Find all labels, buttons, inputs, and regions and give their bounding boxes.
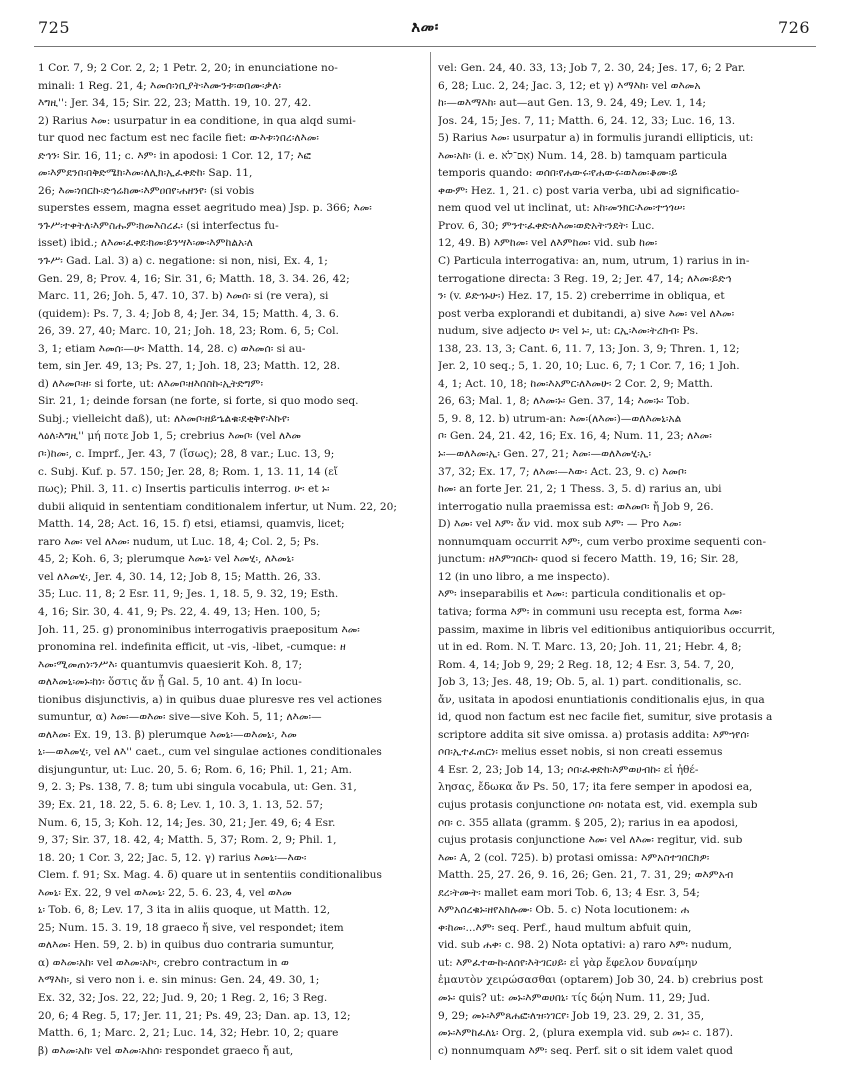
text-line: cujus protasis conjunctione ሶበ፡ notata est, vid. exempla sub xyxy=(438,798,758,811)
text-line: interrogatio nulla praemissa est: ወእመቦ፡ ἤ Job 9, 26. xyxy=(438,500,714,513)
text-line: 9, 37; Sir. 37, 18. 42, 4; Matth. 5, 37; Rom. 2, 9; Phil. 1, xyxy=(38,834,337,847)
text-line: 12 (in uno libro, a me inspecto). xyxy=(438,570,610,583)
text-line: Marc. 11, 26; Joh. 5, 47. 10, 37. b) እመሰ፡ si (re vera), si xyxy=(38,290,329,303)
text-line: 1 Cor. 7, 9; 2 Cor. 2, 2; 1 Petr. 2, 20; in enunciatione no- xyxy=(38,62,338,74)
text-line: (quidem): Ps. 7, 3. 4; Job 8, 4; Jer. 34, 15; Matth. 4, 3. 6. xyxy=(38,307,339,320)
text-line: ቦ፡)ከመ፡, c. Imprf., Jer. 43, 7 (ἴσως); 28, 8 var.; Luc. 13, 9; xyxy=(38,448,335,461)
text-line: pronomina rel. indefinita efficit, ut -vis, -libet, -cumque: ዘ xyxy=(38,641,346,654)
text-line: ወለእመኒ፡መኑ፡ከነ፡ ὅστις ἄν ᾖ Gal. 5, 10 ant. 4) In locu- xyxy=(38,676,302,689)
text-line: ሶበ፡ c. 355 allata (gramm. § 205, 2); rarius in ea apodosi, xyxy=(438,816,739,829)
text-line: Sir. 21, 1; deinde forsan (ne forte, si forte, si quo modo seq. xyxy=(38,395,359,408)
text-line: መኑ፡እምከፈለኒ፡ Org. 2, (plura exempla vid. sub መኑ፡ c. 187). xyxy=(438,1027,734,1040)
text-line: ἐμαυτὸν χειρώσασθαι (optarem) Job 30, 24. b) crebrius post xyxy=(438,974,764,987)
text-line: ከመ፡ an forte Jer. 21, 2; 1 Thess. 3, 5. d) rarius an, ubi xyxy=(438,483,722,496)
text-line: ን፡ (v. ይድኅኑሁ፡) Hez. 17, 15. 2) creberrime in obliqua, et xyxy=(438,290,725,303)
text-line: Ex. 32, 32; Jos. 22, 22; Jud. 9, 20; 1 Reg. 2, 16; 3 Reg. xyxy=(38,991,328,1004)
text-line: ላዕለ፡እግዚ'' μή ποτε Job 1, 5; crebrius እመቦ፡ (vel ለእመ xyxy=(38,430,302,443)
text-line: ወለእመ፡ Ex. 19, 13. β) plerumque እመኒ፡—ወእመኒ፡, እመ xyxy=(38,728,297,741)
text-line: ut in ed. Rom. N. T. Marc. 13, 20; Joh. 11, 21; Hebr. 4, 8; xyxy=(438,641,742,654)
text-line: እማእከ፡, si vero non i. e. sin minus: Gen. 24, 49. 30, 1; xyxy=(38,974,320,987)
text-line: tionibus disjunctivis, a) in quibus duae pluresve res vel actiones xyxy=(38,693,382,706)
text-line: D) እመ፡ vel እም፡ ἄν vid. mox sub እም፡ — Pro እመ፡ xyxy=(438,518,682,531)
text-line: id, quod non factum est nec facile fiet, sumitur, sive protasis a xyxy=(438,711,773,724)
text-line: cujus protasis conjunctione እመ፡ vel ለእመ፡ regitur, vid. sub xyxy=(438,834,743,847)
text-line: terrogatione directa: 3 Reg. 19, 2; Jer. 47, 14; ለእመ፡ይድኅ xyxy=(438,272,732,285)
text-line: 6, 28; Luc. 2, 24; Jac. 3, 12; et γ) እማእከ፡ vel ወእመአ xyxy=(438,79,701,92)
text-line: Matth. 25, 27. 26, 9. 16, 26; Gen. 21, 7. 31, 29; ወእምአብ xyxy=(438,869,734,882)
text-line: ቀ፡ከመ፡...እም፡ seq. Perf., haud multum abfuit quin, xyxy=(438,921,692,934)
text-line: ኒ፡ Tob. 6, 8; Lev. 17, 3 ita in aliis quoque, ut Matth. 12, xyxy=(38,904,331,917)
text-line: 12, 49. B) እምከመ፡ vel ለእምከመ፡ vid. sub ከመ፡ xyxy=(438,237,658,250)
page-number-left: 725 xyxy=(38,18,71,37)
text-line: disjunguntur, ut: Luc. 20, 5. 6; Rom. 6, 16; Phil. 1, 21; Am. xyxy=(38,763,353,776)
text-line: Rom. 4, 14; Job 9, 29; 2 Reg. 18, 12; 4 Esr. 3, 54. 7, 20, xyxy=(438,658,735,671)
text-line: 37, 32; Ex. 17, 7; ለእመ፡—እው፡ Act. 23, 9. c) እመቦ፡ xyxy=(438,465,687,478)
text-line: λησας, ἔδωκα ἄν Ps. 50, 17; ita fere semper in apodosi ea, xyxy=(438,781,753,794)
text-line: ድኅን፡ Sir. 16, 11; c. እም፡ in apodosi: 1 Cor. 12, 17; እፎ xyxy=(38,149,311,162)
text-line: እምአሰረቁኑ፡ዘየአክሉሙ፡ Ob. 5. c) Nota locutionem: ሐ xyxy=(438,904,690,917)
text-line: 4 Esr. 2, 23; Job 14, 13; ሶበ፡ፈቀድከ፡እምወሀብኩ፡ εἰ ἠθέ- xyxy=(438,763,699,776)
text-line: ኑ፡—ወለእመ፡ኢ፡ Gen. 27, 21; እመ፡—ወለእመሂ፡ኢ፡ xyxy=(438,448,651,461)
text-line: tativa; forma እም፡ in communi usu recepta est, forma እመ፡ xyxy=(438,605,742,618)
text-line: ከ፡—ወእማእከ፡ aut—aut Gen. 13, 9. 24, 49; Lev. 1, 14; xyxy=(438,97,706,110)
text-line: እመ፡ሚመጠነ፡ንሥእ፡ quantumvis quaesierit Koh. 8, 17; xyxy=(38,658,303,671)
text-line: Num. 6, 15, 3; Koh. 12, 14; Jes. 30, 21; Jer. 49, 6; 4 Esr. xyxy=(38,816,336,829)
text-line: passim, maxime in libris vel editionibus antiquioribus occurrit, xyxy=(438,623,776,636)
text-line: Jer. 2, 10 seq.; 5, 1. 20, 10; Luc. 6, 7; 1 Cor. 7, 16; 1 Joh. xyxy=(438,360,740,373)
text-line: 18. 20; 1 Cor. 3, 22; Jac. 5, 12. γ) rarius እመኒ፡—እው፡ xyxy=(38,851,307,864)
running-headword: እመ፡ xyxy=(411,18,439,36)
text-line: isset) ibid.; ለእመ፡ፈቀደ፡ክመ፡ይንሣእ፡ሙ፡እምከልአ፡ለ xyxy=(38,237,253,250)
text-line: እግዚ'': Jer. 34, 15; Sir. 22, 23; Matth. 19, 10. 27, 42. xyxy=(38,97,312,110)
text-line: junctum: ዘእምገበርኩ፡ quod si fecero Matth. 19, 16; Sir. 28, xyxy=(438,553,739,566)
text-line: 9, 29; መኑ፡እምጸሐፎ፡ለዝ፡ነገርየ፡ Job 19, 23. 29, 2. 31, 35, xyxy=(438,1009,705,1022)
text-line: 3, 1; etiam እመሰ፡—ሁ፡ Matth. 14, 28. c) ወእመሰ፡ si au- xyxy=(38,342,306,355)
text-line: Matth. 14, 28; Act. 16, 15. f) etsi, etiamsi, quamvis, licet; xyxy=(38,518,345,531)
text-line: minali: 1 Reg. 21, 4; እመሰ፡ነቢያት፡እሙንቱ፡ወበሙ፡ቃለ፡ xyxy=(38,79,282,92)
text-line: nem quod vel ut inclinat, ut: አከ፡መንክር፡እመ፡ተኀጎሠ፡ xyxy=(438,202,686,215)
text-line: scriptore addita sit sive omissa. a) protasis addita: እምኀየሰ፡ xyxy=(438,728,750,741)
text-line: ut: እምፈተውኩ፡ለሰየ፡እትገርሀይ፡ εἰ γὰρ ἔφελον δυναίμην xyxy=(438,956,698,969)
text-line: C) Particula interrogativa: an, num, utrum, 1) rarius in in- xyxy=(438,255,750,268)
text-line: Gen. 29, 8; Prov. 4, 16; Sir. 31, 6; Matth. 18, 3. 34. 26, 42; xyxy=(38,272,350,285)
text-line: እም፡ inseparabilis et እመ፡: particula conditionalis et op- xyxy=(438,588,726,601)
text-line: nudum, sive adjecto ሁ፡ vel ኑ፡, ut: ርኢ፡እመ፡ትረክብ፡ Ps. xyxy=(438,325,699,338)
text-line: 45, 2; Koh. 6, 3; plerumque እመኒ፡ vel እመሂ፡, ለእመኒ፡ xyxy=(38,553,294,566)
text-line: Matth. 6, 1; Marc. 2, 21; Luc. 14, 32; Hebr. 10, 2; quare xyxy=(38,1027,339,1040)
column-divider xyxy=(430,52,431,1060)
text-line: temporis quando: ወሰበ፡የሐውሩ፡የሐውሩ፡ወእመ፡ቆሙ፡ይ xyxy=(438,167,678,180)
column-right xyxy=(438,60,826,1062)
text-line: raro እመ፡ vel ለእመ፡ nudum, ut Luc. 18, 4; Col. 2, 5; Ps. xyxy=(38,535,320,548)
page-number-right: 726 xyxy=(777,18,810,37)
text-line: ቀውም፡ Hez. 1, 21. c) post varia verba, ubi ad significatio- xyxy=(438,184,740,197)
text-line: β) ወእመ፡አከ፡ vel ወእመ፡አከሰ፡ respondet graeco ἤ aut, xyxy=(38,1044,294,1057)
text-line: መ፡እምደንበ፡በቅድሜክ፡እመ፡ለሊክ፡ኢፈቀድከ፡ Sap. 11, xyxy=(38,167,253,180)
text-line: d) ለእመቦ፡ዘ፡ si forte, ut: ለእመቦ፡ዘእበስኩ፡ኢትድግም፡ xyxy=(38,377,263,390)
text-line: 2) Rarius እመ: usurpatur in ea conditione, in qua alqd sumi- xyxy=(38,114,356,127)
text-line: tur quod nec factum est nec facile fiet: ውእቱ፡ነበረ፡ለእመ፡ xyxy=(38,132,319,145)
text-line: መኑ፡ quis? ut: መኑ፡እምወሀበኒ፡ τίς δῴη Num. 11, 29; Jud. xyxy=(438,991,711,1004)
text-line: vid. sub ሐቀ፡ c. 98. 2) Nota optativi: a) raro እም፡ nudum, xyxy=(438,939,732,952)
text-line: Subj.; vielleicht daß), ut: ለእመቦ፡ዘይኄልቁ፡ደቂቅየ፡እኩየ፡ xyxy=(38,412,290,425)
text-line: 26, 63; Mal. 1, 8; ለእመ፡ኑ፡ Gen. 37, 14; እመ፡ኑ፡ Tob. xyxy=(438,395,690,408)
text-line: 5) Rarius እመ፡ usurpatur a) in formulis jurandi ellipticis, ut: xyxy=(438,132,754,145)
text-line: dubii aliquid in sententiam conditionalem infertur, ut Num. 22, 20; xyxy=(38,500,397,513)
text-line: Clem. f. 91; Sx. Mag. 4. δ) quare ut in sententiis conditionalibus xyxy=(38,869,382,882)
column-left xyxy=(38,60,426,1062)
text-line: እመ፡አከ፡ (i. e. אִם־לֹא) Num. 14, 28. b) tamquam particula xyxy=(438,149,728,162)
text-line: post verba explorandi et dubitandi, a) sive እመ፡ vel ለእመ፡ xyxy=(438,307,735,320)
text-line: 4, 1; Act. 10, 18; ከመ፡እአምር፡ለእመሁ፡ 2 Cor. 2, 9; Matth. xyxy=(438,377,714,390)
text-line: 5, 9. 8, 12. b) utrum-an: እመ፡(ለእመ፡)—ወለእመኒ፡አል xyxy=(438,412,682,425)
text-line: Joh. 11, 25. g) pronominibus interrogativis praepositum እመ፡ xyxy=(38,623,360,636)
text-line: tem, sin Jer. 49, 13; Ps. 27, 1; Joh. 18, 23; Matth. 12, 28. xyxy=(38,360,341,373)
text-line: 20, 6; 4 Reg. 5, 17; Jer. 11, 21; Ps. 49, 23; Dan. ap. 13, 12; xyxy=(38,1009,351,1022)
text-line: ንጉሥ፡ተቀትለ፡እምስሑም፡ክመእስረፈ፡ (si interfectus fu- xyxy=(38,219,279,232)
header-rule xyxy=(34,46,816,47)
text-line: 138, 23. 13, 3; Cant. 6, 11. 7, 13; Jon. 3, 9; Thren. 1, 12; xyxy=(438,342,740,355)
text-line: Job 3, 13; Jes. 48, 19; Ob. 5, al. 1) part. conditionalis, sc. xyxy=(438,676,742,689)
text-line: ኒ፡—ወእመሂ፡, vel ለእ'' caet., cum vel singulae actiones conditionales xyxy=(38,746,382,759)
text-line: ἄν, usitata in apodosi enuntiationis conditionalis ejus, in qua xyxy=(438,693,765,706)
text-line: እመኒ፡ Ex. 22, 9 vel ወእመኒ፡ 22, 5. 6. 23, 4, vel ወእመ xyxy=(38,886,292,899)
text-line: ደረ፡ትሙት፡ mallet eam mori Tob. 6, 13; 4 Esr. 3, 54; xyxy=(438,886,700,899)
text-line: vel: Gen. 24, 40. 33, 13; Job 7, 2. 30, 24; Jes. 17, 6; 2 Par. xyxy=(438,62,746,74)
text-line: sumuntur, α) እመ፡—ወእመ፡ sive—sive Koh. 5, 11; ለእመ፡— xyxy=(38,711,322,724)
text-line: 26, 39. 27, 40; Marc. 10, 21; Joh. 18, 23; Rom. 6, 5; Col. xyxy=(38,325,339,338)
text-line: 35; Luc. 11, 8; 2 Esr. 11, 9; Jes. 1, 18. 5, 9. 32, 19; Esth. xyxy=(38,588,339,601)
text-line: 4, 16; Sir. 30, 4. 41, 9; Ps. 22, 4. 49, 13; Hen. 100, 5; xyxy=(38,605,321,618)
text-line: ንጉሥ፡ Gad. Lal. 3) a) c. negatione: si non, nisi, Ex. 4, 1; xyxy=(38,255,328,268)
text-line: Prov. 6, 30; ምንተ፡ፈቀድ፡ለእመ፡ወድአት፡ንደት፡ Luc. xyxy=(438,219,655,232)
text-line: nonnumquam occurrit እም፡, cum verbo proxime sequenti con- xyxy=(438,535,767,548)
text-line: α) ወእመ፡አከ፡ vel ወእመ፡አኮ፡, crebro contractum in ወ xyxy=(38,956,289,969)
text-line: 25; Num. 15. 3. 19, 18 graeco ἤ sive, vel respondet; item xyxy=(38,921,344,934)
text-line: Jos. 24, 15; Jes. 7, 11; Matth. 6, 24. 12, 33; Luc. 16, 13. xyxy=(438,114,736,127)
text-line: 9, 2. 3; Ps. 138, 7. 8; tum ubi singula vocabula, ut: Gen. 31, xyxy=(38,781,357,794)
text-line: 39; Ex. 21, 18. 22, 5. 6. 8; Lev. 1, 10. 3, 1. 13, 52. 57; xyxy=(38,798,324,811)
text-line: c) nonnumquam እም፡ seq. Perf. sit o sit idem valet quod xyxy=(438,1044,733,1057)
text-line: ቦ፡ Gen. 24, 21. 42, 16; Ex. 16, 4; Num. 11, 23; ለእመ፡ xyxy=(438,430,712,443)
text-line: ወለእመ፡ Hen. 59, 2. b) in quibus duo contraria sumuntur, xyxy=(38,939,335,952)
text-line: 26; እመ፡ነበርኩ፡ድኅሬክሙ፡እምዐበየ፡ሐዘንየ፡ (si vobis xyxy=(38,184,255,197)
text-line: ሶበ፡ኢተፈጠርነ፡ melius esset nobis, si non creati essemus xyxy=(438,746,723,759)
text-line: እመ፡ A, 2 (col. 725). b) protasi omissa: እምአስተገበርክዎ፡ xyxy=(438,851,710,864)
text-line: vel ለእመሂ፡, Jer. 4, 30. 14, 12; Job 8, 15; Matth. 26, 33. xyxy=(38,570,321,583)
text-line: superstes essem, magna esset aegritudo mea) Jsp. p. 366; እመ፡ xyxy=(38,202,372,215)
text-line: πως); Phil. 3, 11. c) Insertis particulis interrog. ሁ፡ et ኑ፡ xyxy=(38,483,330,496)
text-line: c. Subj. Kuf. p. 57. 150; Jer. 28, 8; Rom. 1, 13. 11, 14 (εἴ xyxy=(38,465,338,478)
